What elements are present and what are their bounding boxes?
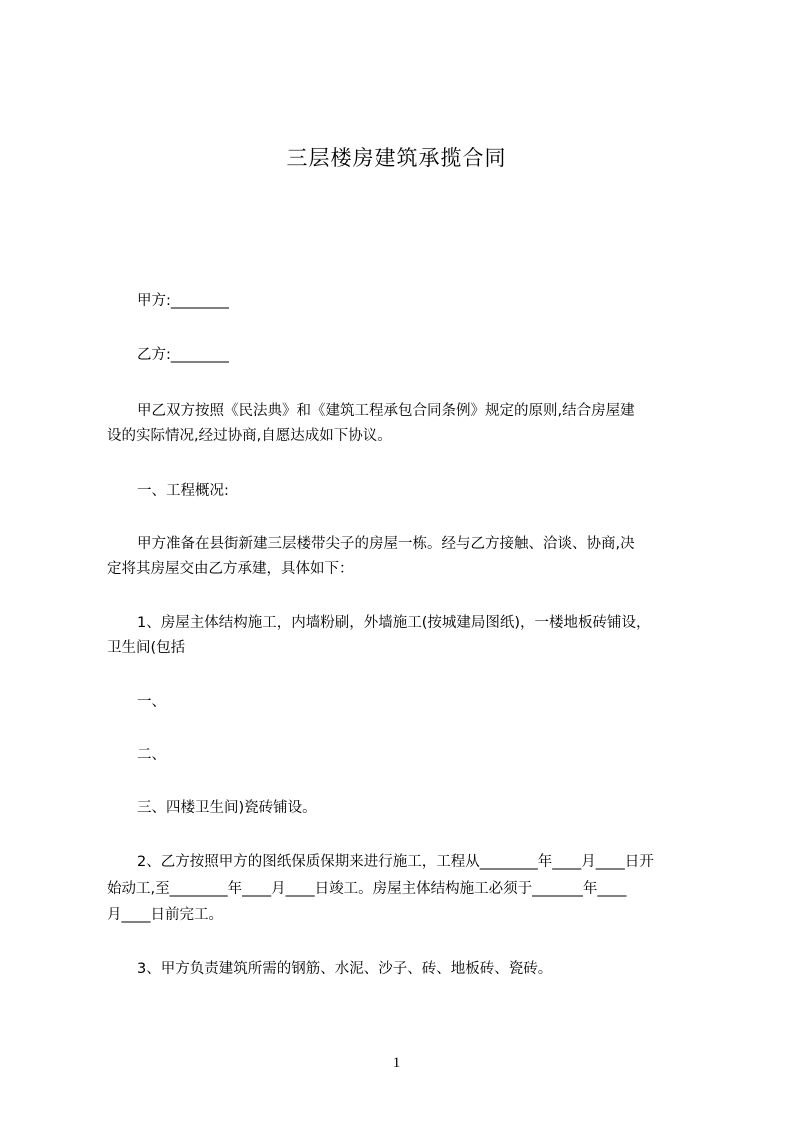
item-1-line-2: 卫生间(包括 — [107, 640, 186, 656]
party-a-line: 甲方:________ — [137, 293, 229, 309]
sub-item-two: 二、 — [137, 747, 166, 763]
overview-paragraph-line-2: 定将其房屋交由乙方承建，具体如下： — [107, 561, 354, 577]
section-heading-overview: 一、工程概况: — [137, 483, 229, 499]
sub-item-three: 三、四楼卫生间)瓷砖铺设。 — [137, 800, 317, 816]
item-1-line-1: 1、房屋主体结构施工，内墙粉刷，外墙施工(按城建局图纸)，一楼地板砖铺设， — [137, 615, 651, 631]
item-2-line-3: 月____日前完工。 — [107, 907, 223, 923]
item-2-line-2: 始动工,至________年____月____日竣工。房屋主体结构施工必须于_______年____ — [107, 881, 627, 897]
party-b-line: 乙方:________ — [137, 347, 229, 363]
overview-paragraph-line-1: 甲方准备在县街新建三层楼带尖子的房屋一栋。经与乙方接触、洽谈、协商,决 — [137, 536, 635, 552]
document-title: 三层楼房建筑承揽合同 — [286, 146, 507, 170]
item-3: 3、甲方负责建筑所需的钢筋、水泥、沙子、砖、地板砖、瓷砖。 — [137, 961, 553, 977]
intro-paragraph-line-1: 甲乙双方按照《民法典》和《建筑工程承包合同条例》规定的原则,结合房屋建 — [137, 403, 635, 419]
sub-item-one: 一、 — [137, 694, 166, 710]
page-number: 1 — [392, 1055, 401, 1071]
item-2-line-1: 2、乙方按照甲方的图纸保质保期来进行施工，工程从________年____月____日开 — [137, 854, 654, 870]
intro-paragraph-line-2: 设的实际情况,经过协商,自愿达成如下协议。 — [107, 428, 392, 444]
